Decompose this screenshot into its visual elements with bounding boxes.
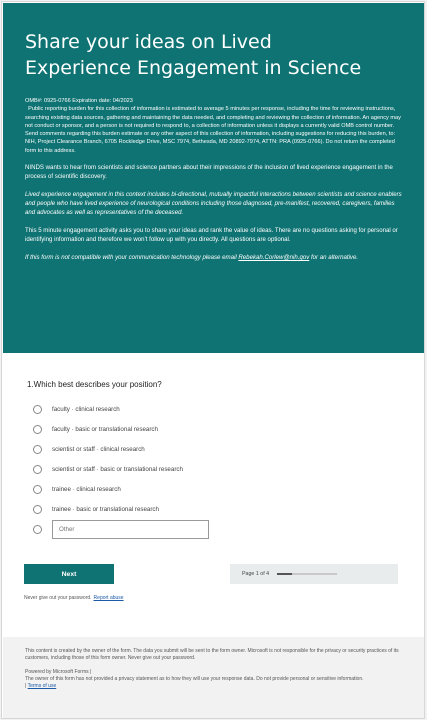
radio-button[interactable] [33,525,42,534]
page-indicator: Page 1 of 4 [242,571,270,577]
radio-button[interactable] [33,465,42,474]
description-paragraph: Lived experience engagement in this context includes bi-directional, mutually impactful interactions between scientists and science enablers and people who have lived experience of neurological conditions including those diagnosed, pre-manifest, recovered, caregivers, families and advocates as well as representatives of the deceased. [25,191,402,217]
password-note: Never give out your password. Report abuse [24,595,124,601]
description-paragraph: This 5 minute engagement activity asks you to share your ideas and rank the value of ideas. There are no questions asking for personal or identifying information and therefore we won't follow up with you directly. All questions are optional. [25,227,398,244]
terms-of-use-link[interactable]: Terms of use [27,683,57,689]
next-button[interactable]: Next [24,564,114,584]
description-paragraph: NINDS wants to hear from scientists and science partners about their impressions of the inclusion of lived experience engagement in the process of scientific discovery. [25,164,393,181]
option-label: scientist or staff · basic or translational research [52,465,183,473]
footer-disclaimer: This content is created by the owner of the form. The data you submit will be sent to the form owner. Microsoft is not responsible for the privacy or security practices of its customers, including those of this form owner. Never give out your password. [25,648,399,661]
radio-button[interactable] [33,405,42,414]
page-progress [230,564,398,584]
omb-notice [25,97,404,155]
omb-line: OMB#: 0925-0766 Expiration date: 04/2023 [25,98,133,104]
burden-statement: Public reporting burden for this collection of information is estimated to average 5 minutes per response, including the time for reviewing instructions, searching existing data sources, gathering and maintaining the data needed, and completing and reviewing the collection of information. An agency may not conduct or sponsor, and a person is not required to respond to, a collection of information unless it displays a currently valid OMB control number. Send comments regarding this burden estimate or any other aspect of this collection of information, including suggestions for reducing this burden, to: NIH, Project Clearance Branch, 6705 Rockledge Drive, MSC 7974, Bethesda, MD 20892-7974, ATTN: PRA (0925-0766). Do not return the completed form to this address. [25,106,401,154]
radio-button[interactable] [33,445,42,454]
radio-button[interactable] [33,505,42,514]
progress-fill [277,573,292,575]
description-paragraph: If this form is not compatible with your communication technology please email Rebekah.Corlew@nih.gov for an alternative. [25,254,359,262]
form-description [25,163,404,262]
radio-group [33,399,233,539]
option-label: trainee · clinical research [52,485,121,493]
terms-row: | Terms of use [25,683,57,689]
radio-option[interactable] [33,419,233,439]
powered-by: Powered by Microsoft Forms | [25,669,92,675]
radio-option[interactable] [33,439,233,459]
form-header [3,3,424,353]
page-footer [3,637,424,718]
radio-option-other[interactable] [33,519,233,539]
radio-button[interactable] [33,485,42,494]
progress-track [277,573,337,575]
radio-option[interactable] [33,499,233,519]
option-label: faculty · basic or translational research [52,425,158,433]
report-abuse-link[interactable]: Report abuse [93,595,124,601]
contact-email-link[interactable]: Rebekah.Corlew@nih.gov [238,254,310,262]
option-label: trainee · basic or translational research [52,505,159,513]
radio-option[interactable] [33,399,233,419]
radio-option[interactable] [33,459,233,479]
radio-button[interactable] [33,425,42,434]
form-title: Share your ideas on Lived Experience Engagement in Science [25,31,362,79]
other-text-input[interactable] [52,520,209,539]
option-label: scientist or staff · clinical research [52,445,145,453]
option-label: faculty · clinical research [52,405,120,413]
radio-option[interactable] [33,479,233,499]
privacy-note: The owner of this form has not provided a privacy statement as to how they will use your response data. Do not provide personal or sensitive information. [25,676,364,682]
question-title: 1.Which best describes your position? [27,380,162,389]
